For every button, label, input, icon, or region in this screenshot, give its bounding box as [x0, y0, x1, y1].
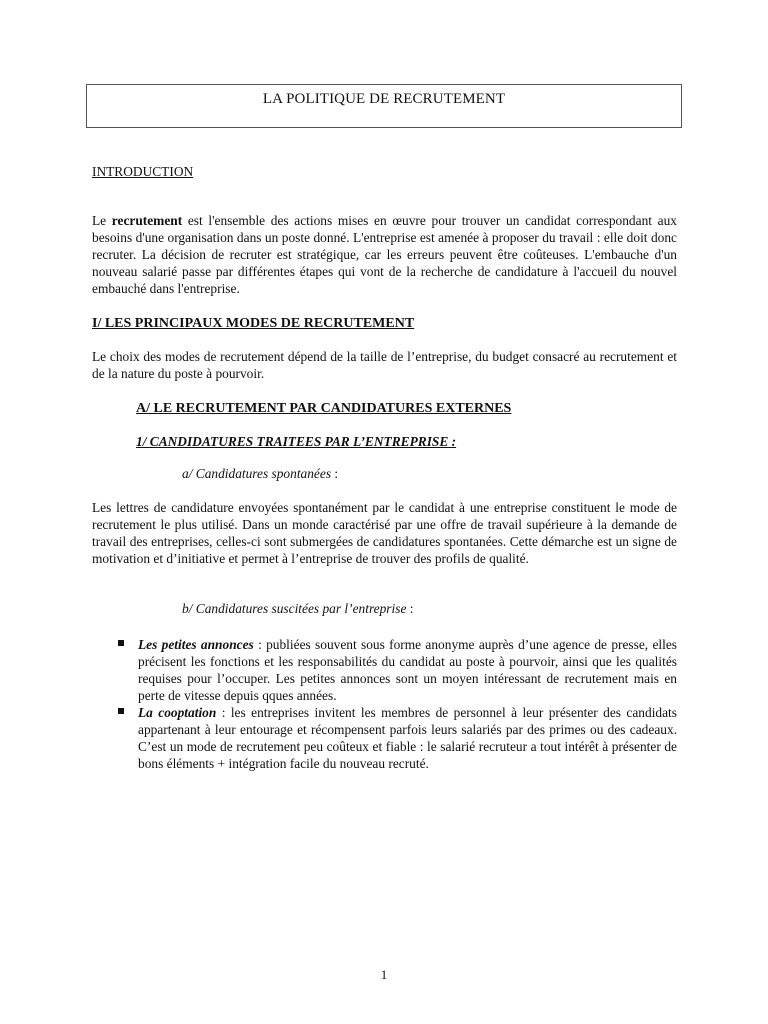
square-bullet-icon	[118, 640, 124, 646]
section-1-heading: I/ LES PRINCIPAUX MODES DE RECRUTEMENT	[92, 316, 415, 331]
subsection-a-paragraph: Les lettres de candidature envoyées spontanément par le candidat à une entreprise constituent le mode de recrutement le plus utilisé. Dans un monde caractérisé par une offre de travail supérieure à la demande de travail des entreprises, celles-ci sont submergées de candidatures spontanées. Cette démarche est un signe de motivation et d’initiative et permet à l’entreprise de trouver des profils de qualité.	[92, 500, 677, 566]
bullet-term: La cooptation	[138, 705, 217, 720]
subsection-b-title: b/ Candidatures suscitées par l’entreprise	[182, 601, 407, 616]
bullet-text: : les entreprises invitent les membres de personnel à leur présenter des candidats appartenant à leur entourage et récompensent parfois leurs salariés par des primes ou des cadeaux. C’est un mode de recrutement peu coûteux et fiable : le salarié recruteur a tout intérêt à présenter de bons éléments + intégration facile du nouveau recruté.	[138, 705, 677, 771]
bullet-text: : publiées souvent sous forme anonyme auprès d’une agence de presse, elles précisent les fonctions et les responsabilités du candidat au poste à pourvoir, ainsi que les qualités requises pour l’occuper. Les petites annonces sont un moyen intéressant de recrutement mais en perte de vitesse depuis qques années.	[138, 637, 677, 703]
list-item	[118, 636, 677, 704]
section-1-paragraph: Le choix des modes de recrutement dépend de la taille de l’entreprise, du budget consacré au recrutement et de la nature du poste à pourvoir.	[92, 349, 677, 381]
subsection-b-heading	[182, 600, 413, 617]
bullet-list	[118, 636, 677, 772]
subsection-a-heading	[182, 465, 338, 482]
subsection-b-suffix: :	[406, 601, 414, 616]
list-item	[118, 704, 677, 772]
subsection-1-heading: 1/ CANDIDATURES TRAITEES PAR L’ENTREPRISE :	[136, 434, 457, 449]
subsection-a-title: a/ Candidatures spontanées	[182, 466, 332, 481]
introduction-heading: INTRODUCTION	[92, 164, 194, 179]
title-box	[86, 84, 682, 128]
intro-bold-term: recrutement	[111, 213, 183, 228]
intro-paragraph	[92, 212, 677, 297]
section-a-heading: A/ LE RECRUTEMENT PAR CANDIDATURES EXTERNES	[136, 401, 512, 416]
bullet-term: Les petites annonces	[138, 637, 254, 652]
square-bullet-icon	[118, 708, 124, 714]
intro-lead: Le	[92, 213, 107, 228]
subsection-a-suffix: :	[331, 466, 339, 481]
intro-text: est l'ensemble des actions mises en œuvre pour trouver un candidat correspondant aux besoins d'une organisation dans un poste donné. L'entreprise est amenée à proposer du travail : elle doit donc recruter. La décision de recruter est stratégique, car les erreurs peuvent être coûteuses. L'embauche d'un nouveau salarié passe par différentes étapes qui vont de la recherche de candidature à l'accueil du nouvel embauché dans l'entreprise.	[92, 213, 677, 296]
document-title: LA POLITIQUE DE RECRUTEMENT	[262, 91, 506, 107]
page-number: 1	[380, 967, 388, 982]
